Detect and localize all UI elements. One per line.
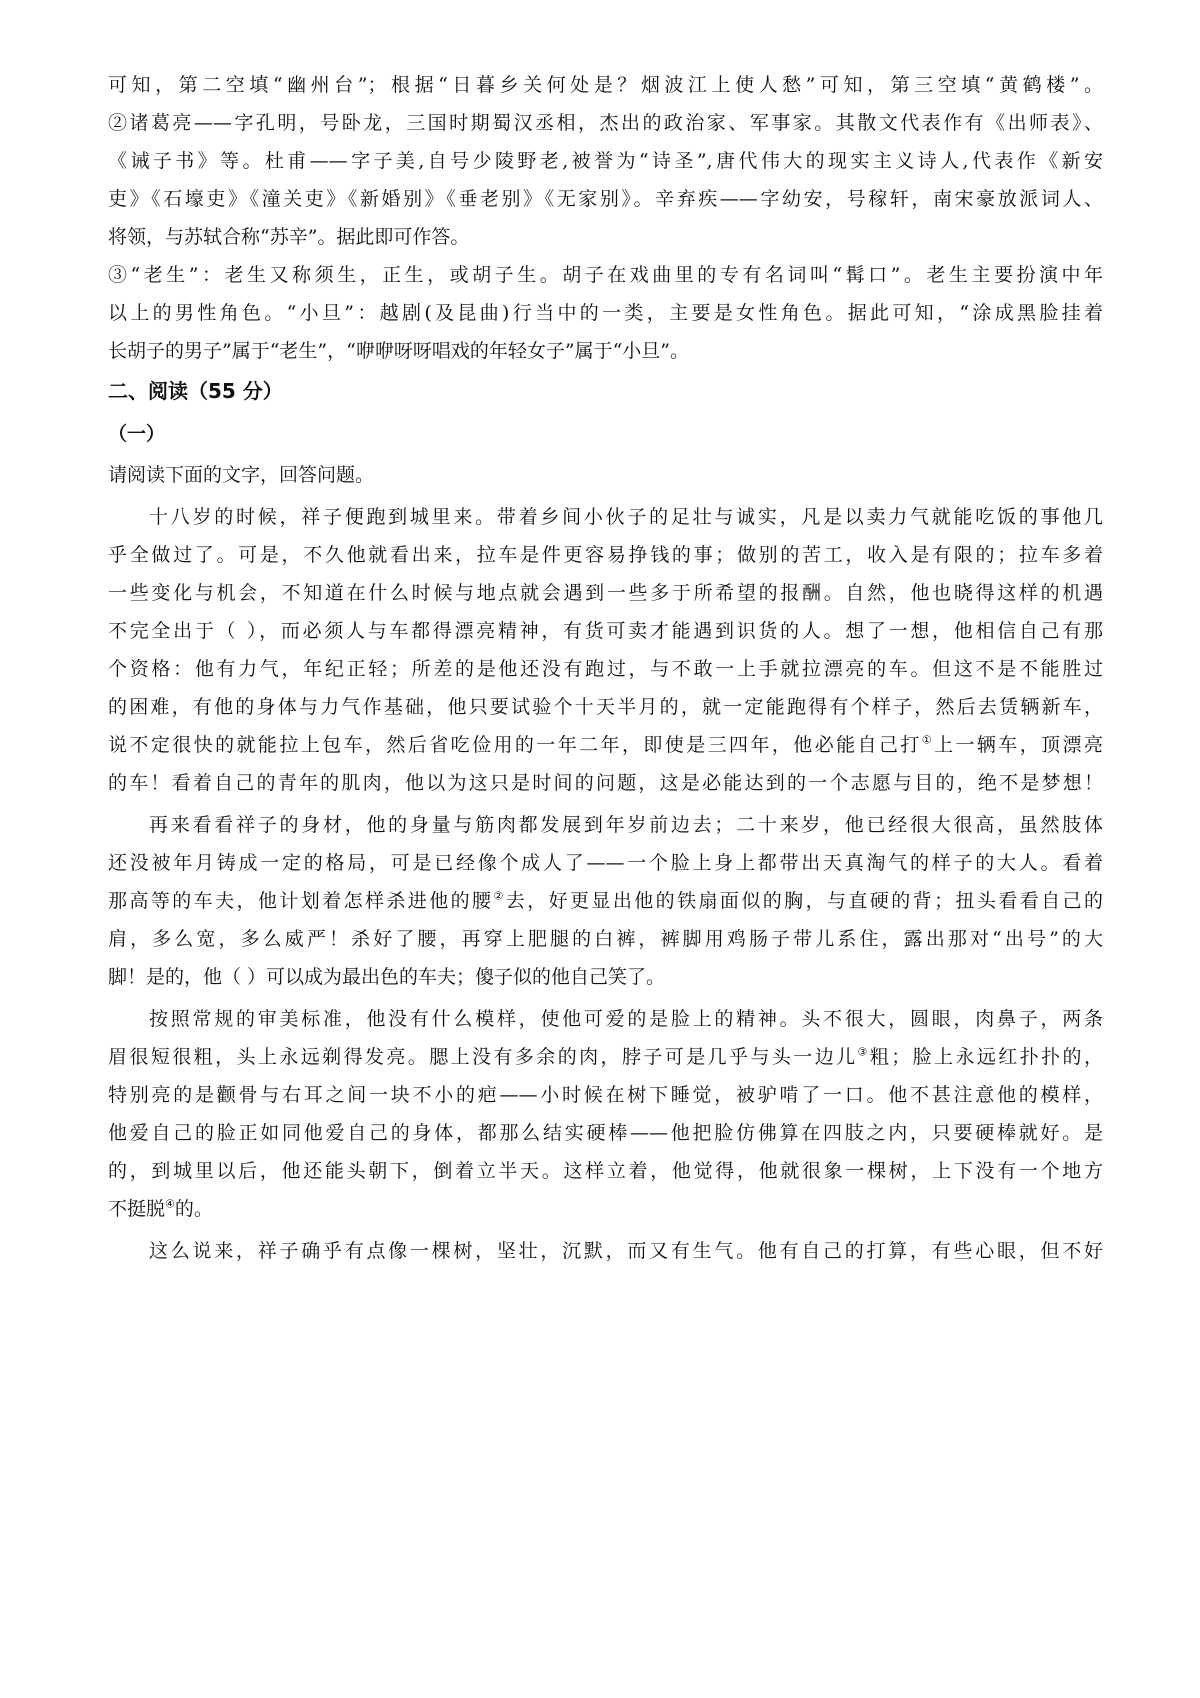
subsection-heading: （一） [108,423,166,445]
answer-line: 可知，第二空填“幽州台”；根据“日暮乡关何处是？烟波江上使人愁”可知，第三空填“黄鹤楼”。 [108,74,1103,96]
footnote-marker: ① [921,733,935,747]
passage-line: 再来看看祥子的身材，他的身量与筋肉都发展到年岁前边去；二十来岁，他已经很大很高，虽然肢体 [149,814,1103,836]
passage-line [108,1190,1103,1228]
answer-line: ②诸葛亮——字孔明，号卧龙，三国时期蜀汉丞相，杰出的政治家、军事家。其散文代表作有《出师表》、 [108,112,1103,134]
passage-line [108,1038,1103,1076]
footnote-marker: ④ [165,1197,175,1211]
passage-line: 的，到城里以后，他还能头朝下，倒着立半天。这样立着，他觉得，他就很象一棵树，上下没有一个地方 [108,1160,1103,1182]
passage-line: 一些变化与机会，不知道在什么时候与地点就会遇到一些多于所希望的报酬。自然，他也晓得这样的机遇 [108,582,1103,604]
passage-text: 不挺脱 [108,1198,166,1220]
answer-line: 《诫子书》等。杜甫——字子美,自号少陵野老,被誉为“诗圣”,唐代伟大的现实主义诗人,代表作《新安 [108,150,1103,172]
passage-line: 乎全做过了。可是，不久他就看出来，拉车是件更容易挣钱的事；做别的苦工，收入是有限的；拉车多着 [108,544,1103,566]
passage-text: 的。 [174,1198,213,1220]
passage-line: 的车！看着自己的青年的肌肉，他以为这只是时间的问题，这是必能达到的一个志愿与目的，绝不是梦想！ [108,772,1103,794]
passage-line: 这么说来，祥子确乎有点像一棵树，坚壮，沉默，而又有生气。他有自己的打算，有些心眼，但不好 [149,1240,1103,1262]
document-page [108,66,1103,1270]
passage-text: 粗；脸上永远红扑扑的， [869,1046,1103,1068]
answer-line: 以上的男性角色。“小旦”：越剧(及昆曲)行当中的一类，主要是女性角色。据此可知，“涂成黑脸挂着 [108,302,1103,324]
footnote-marker: ② [493,889,506,903]
passage-line: 个资格：他有力气，年纪正轻；所差的是他还没有跑过，与不敢一上手就拉漂亮的车。但这不是不能胜过 [108,658,1103,680]
passage-line: 肩，多么宽，多么威严！杀好了腰，再穿上肥腿的白裤，裤脚用鸡肠子带儿系住，露出那对“出号”的大 [108,928,1103,950]
footnote-marker: ③ [857,1045,870,1059]
passage-line: 不完全出于（ ），而必须人与车都得漂亮精神，有货可卖才能遇到识货的人。想了一想，他相信自己有那 [108,620,1103,642]
passage-line [108,726,1103,764]
passage-line: 他爱自己的脸正如同他爱自己的身体，都那么结实硬棒——他把脸仿佛算在四肢之内，只要硬棒就好。是 [108,1122,1103,1144]
section-heading: 二、阅读（55 分） [108,379,283,403]
answer-line: 吏》《石壕吏》《潼关吏》《新婚别》《垂老别》《无家别》。辛弃疾——字幼安，号稼轩，南宋豪放派词人、 [108,188,1103,210]
passage-line [108,882,1103,920]
answer-line: 长胡子的男子”属于“老生”，“咿咿呀呀唱戏的年轻女子”属于“小旦”。 [108,340,689,362]
passage-text: 那高等的车夫，他计划着怎样杀进他的腰 [108,890,494,912]
passage-line: 的困难，有他的身体与力气作基础，他只要试验个十天半月的，就一定能跑得有个样子，然后去赁辆新车， [108,696,1103,718]
answer-line: ③“老生”：老生又称须生，正生，或胡子生。胡子在戏曲里的专有名词叫“髯口”。老生主要扮演中年 [108,264,1103,286]
passage-line: 脚！是的，他（ ）可以成为最出色的车夫；傻子似的他自己笑了。 [108,966,666,988]
reading-instruction: 请阅读下面的文字，回答问题。 [108,464,375,486]
passage-text: 说不定很快的就能拉上包车，然后省吃俭用的一年二年，即使是三四年，他必能自己打 [108,734,922,756]
passage-line: 十八岁的时候，祥子便跑到城里来。带着乡间小伙子的足壮与诚实，凡是以卖力气就能吃饭的事他几 [149,506,1103,528]
passage-text: 上一辆车，顶漂亮 [934,734,1103,756]
passage-line: 还没被年月铸成一定的格局，可是已经像个成人了——一个脸上身上都带出天真淘气的样子的大人。看着 [108,852,1103,874]
answer-line: 将领，与苏轼合称“苏辛”。据此即可作答。 [108,226,470,248]
passage-text: 眉很短很粗，头上永远剃得发亮。腮上没有多余的肉，脖子可是几乎与头一边儿 [108,1046,858,1068]
passage-line: 按照常规的审美标准，他没有什么模样，使他可爱的是脸上的精神。头不很大，圆眼，肉鼻子，两条 [149,1008,1103,1030]
passage-line: 特别亮的是颧骨与右耳之间一块不小的疤——小时候在树下睡觉，被驴啃了一口。他不甚注意他的模样， [108,1084,1103,1106]
passage-text: 去，好更显出他的铁扇面似的胸，与直硬的背；扭头看看自己的 [505,890,1103,912]
